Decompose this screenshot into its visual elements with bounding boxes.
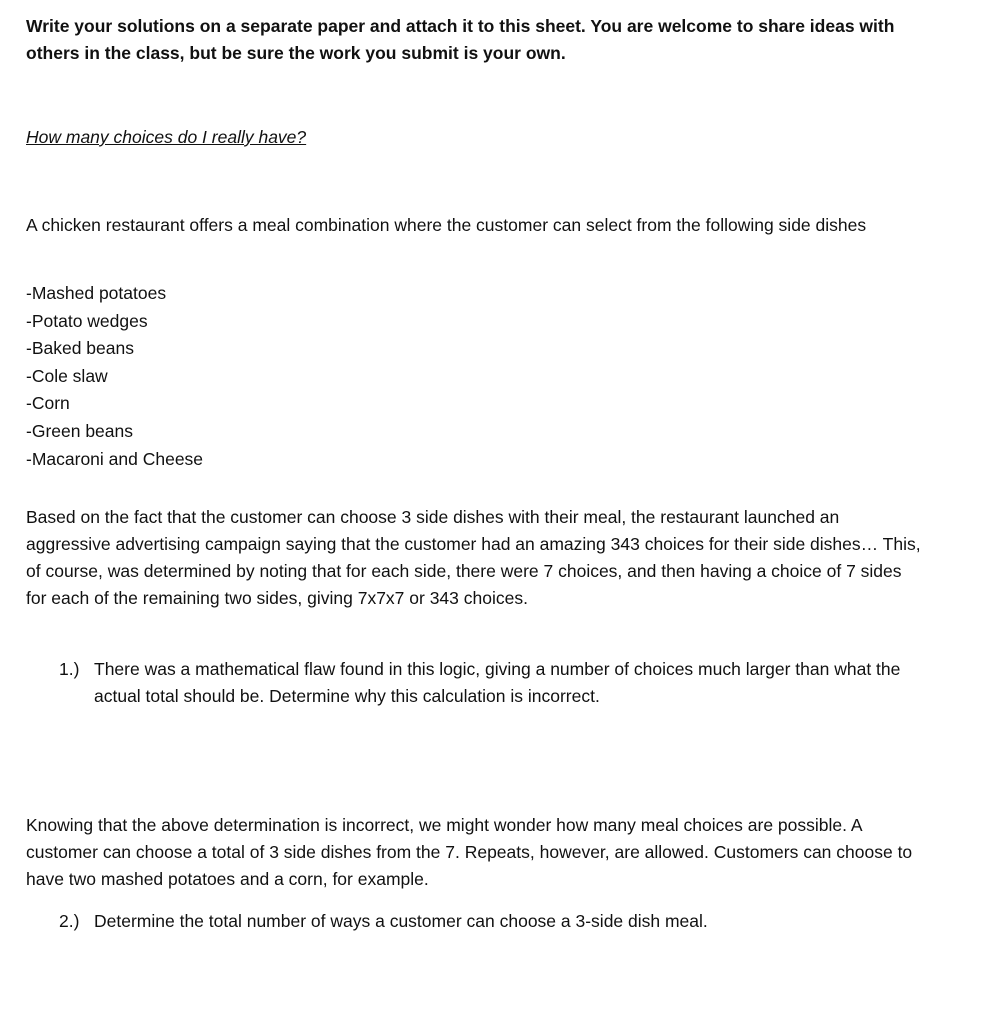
side-dish-item: -Potato wedges bbox=[26, 310, 148, 331]
campaign-paragraph: Based on the fact that the customer can choose 3 side dishes with their meal, the restaurant launched an aggressive advertising campaign saying that the customer had an amazing 343 choices for their side dishes… This, of course, was determined by noting that for each side, there were 7 choices, and then having a choice of 7 sides for each of the remaining two sides, giving 7x7x7 or 343 choices. bbox=[26, 507, 921, 608]
question-2 bbox=[59, 908, 919, 935]
question-text: There was a mathematical flaw found in this logic, giving a number of choices much larger than what the actual total should be. Determine why this calculation is incorrect. bbox=[94, 659, 901, 706]
side-dish-item: -Cole slaw bbox=[26, 365, 108, 386]
problem-intro-text: A chicken restaurant offers a meal combination where the customer can select from the following side dishes bbox=[26, 215, 867, 235]
side-dish-list bbox=[26, 280, 203, 473]
side-dish-item: -Corn bbox=[26, 393, 70, 414]
side-dish-item: -Mashed potatoes bbox=[26, 283, 167, 303]
side-dish-item: -Macaroni and Cheese bbox=[26, 448, 204, 469]
side-dish-item: -Baked beans bbox=[26, 338, 134, 359]
worksheet-title: How many choices do I really have? bbox=[26, 127, 307, 147]
question-number: 2.) bbox=[59, 911, 80, 931]
side-dish-item: -Green beans bbox=[26, 420, 134, 441]
instructions-text: Write your solutions on a separate paper and attach it to this sheet. You are welcome to share ideas with others in the class, but be sure the work you submit is your own. bbox=[26, 16, 895, 63]
followup-paragraph: Knowing that the above determination is incorrect, we might wonder how many meal choices are possible. A customer can choose a total of 3 side dishes from the 7. Repeats, however, are allowed. Customers can choose to have two mashed potatoes and a corn, for example. bbox=[26, 815, 913, 889]
question-number: 1.) bbox=[59, 659, 80, 679]
question-text: Determine the total number of ways a customer can choose a 3-side dish meal. bbox=[94, 911, 708, 931]
question-1 bbox=[59, 656, 919, 710]
